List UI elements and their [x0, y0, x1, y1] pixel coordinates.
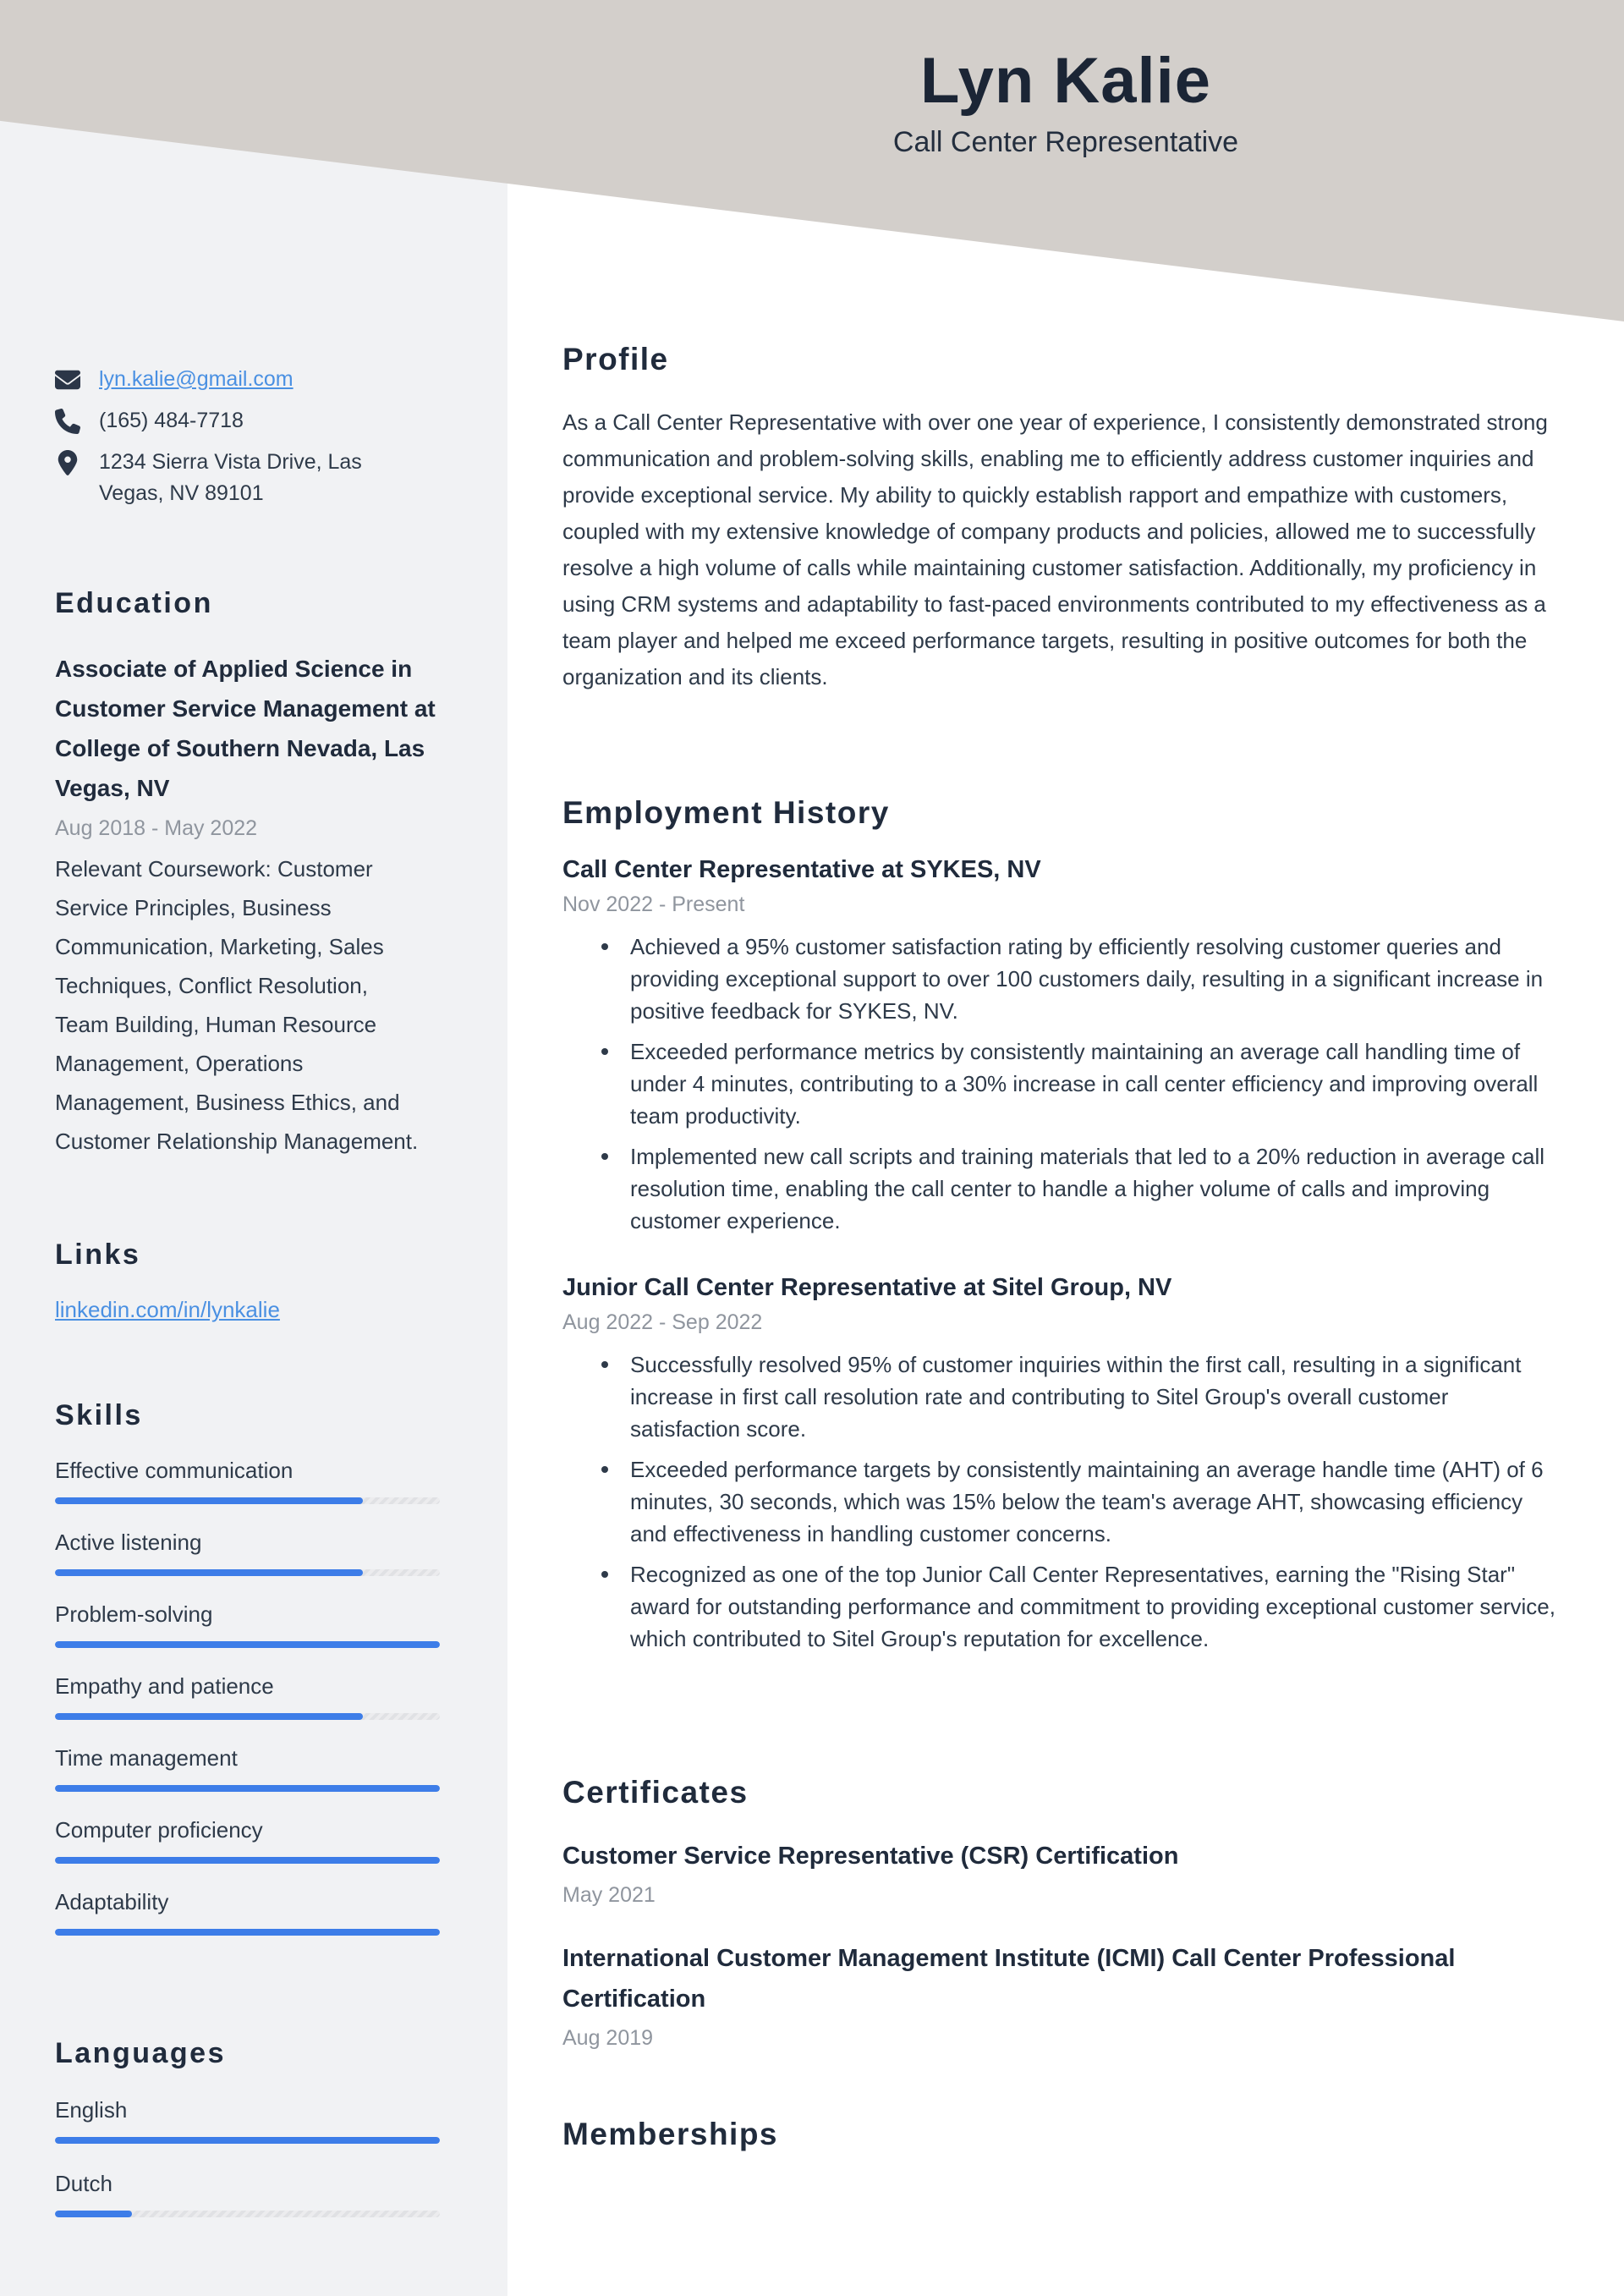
contact-section [55, 364, 440, 509]
memberships-heading: Memberships [562, 2117, 779, 2151]
skill-bar-fill [55, 1641, 440, 1648]
certificate-title: Customer Service Representative (CSR) Certification [562, 1843, 1179, 1870]
phone-icon [55, 409, 80, 434]
skill-label: Problem-solving [55, 1601, 213, 1627]
contact-row-email [55, 364, 440, 395]
skill-label: Adaptability [55, 1889, 169, 1914]
job-dates: Nov 2022 - Present [562, 893, 745, 916]
job-entry [562, 1274, 1575, 1655]
skill-bar [55, 1641, 440, 1648]
language-bar-fill [55, 2211, 132, 2217]
envelope-icon [55, 367, 80, 393]
skill-label: Effective communication [55, 1458, 294, 1483]
memberships-section [562, 2117, 1575, 2152]
education-section [55, 587, 440, 1161]
certificates-heading: Certificates [562, 1775, 749, 1810]
skill-bar [55, 1857, 440, 1864]
skill-item [55, 1458, 440, 1504]
header [508, 44, 1624, 159]
skill-bar [55, 1713, 440, 1720]
skill-item [55, 1530, 440, 1576]
certificates-section [562, 1775, 1575, 2051]
certificate-entry [562, 1938, 1575, 2051]
phone-number: (165) 484-7718 [99, 409, 244, 432]
person-job-title: Call Center Representative [892, 126, 1239, 158]
education-heading: Education [55, 587, 213, 619]
language-bar [55, 2137, 440, 2144]
linkedin-link[interactable]: linkedin.com/in/lynkalie [55, 1297, 280, 1322]
certificate-entry [562, 1836, 1575, 1908]
degree-title: Associate of Applied Science in Customer Service Management at College of Southern Nevada, Las Vegas, NV [55, 656, 436, 801]
links-section [55, 1239, 440, 1323]
education-dates: Aug 2018 - May 2022 [55, 816, 258, 840]
languages-heading: Languages [55, 2037, 226, 2069]
language-bar-fill [55, 2137, 440, 2144]
job-bullet: Implemented new call scripts and training materials that led to a 20% reduction in average call resolution time, enabling the call center to handle a higher volume of calls and improving customer experience. [562, 1140, 1561, 1237]
job-title: Junior Call Center Representative at Sitel Group, NV [562, 1274, 1172, 1301]
skill-item [55, 1745, 440, 1792]
skill-bar [55, 1785, 440, 1792]
skill-bar-fill [55, 1929, 440, 1936]
language-label: Dutch [55, 2171, 112, 2196]
skill-label: Active listening [55, 1530, 202, 1555]
certificate-title: International Customer Management Institute (ICMI) Call Center Professional Certification [562, 1945, 1456, 2013]
sidebar [0, 0, 508, 2296]
skill-item [55, 1889, 440, 1936]
profile-text: As a Call Center Representative with over one year of experience, I consistently demonstrated strong communication and problem-solving skills, enabling me to efficiently address customer inquiries and provide exceptional service. My ability to quickly establish rapport and empathize with customers, coupled with my extensive knowledge of company products and policies, allowed me to successfully resolve a high volume of calls while maintaining customer satisfaction. Additionally, my proficiency in using CRM systems and adaptability to fast-paced environments contributed to my effectiveness as a team player and helped me exceed performance targets, resulting in positive outcomes for both the organization and its clients. [562, 409, 1548, 689]
languages-section [55, 2037, 440, 2217]
job-entry [562, 856, 1575, 1237]
job-dates: Aug 2022 - Sep 2022 [562, 1310, 763, 1334]
skill-bar-fill [55, 1569, 363, 1576]
skills-section [55, 1399, 440, 1936]
skill-item [55, 1601, 440, 1648]
job-bullet: Successfully resolved 95% of customer inquiries within the first call, resulting in a significant increase in first call resolution rate and contributing to Sitel Group's overall customer satisfaction score. [562, 1348, 1561, 1445]
skill-bar-fill [55, 1785, 440, 1792]
certificate-date: May 2021 [562, 1883, 656, 1907]
contact-row-phone [55, 405, 440, 437]
contact-row-address [55, 447, 440, 509]
job-bullet-list [562, 1348, 1561, 1655]
location-icon [55, 450, 80, 475]
job-title: Call Center Representative at SYKES, NV [562, 856, 1041, 883]
main-column [508, 0, 1624, 2152]
certificate-date: Aug 2019 [562, 2026, 654, 2050]
language-item [55, 2097, 440, 2144]
job-bullet: Exceeded performance metrics by consistently maintaining an average call handling time of under 4 minutes, contributing to a 30% increase in call center efficiency and improving overall team productivity. [562, 1035, 1561, 1132]
address-text: 1234 Sierra Vista Drive, Las Vegas, NV 89101 [99, 450, 362, 505]
skill-bar [55, 1497, 440, 1504]
language-item [55, 2171, 440, 2217]
language-bar [55, 2211, 440, 2217]
skill-bar-fill [55, 1497, 363, 1504]
job-bullet-list [562, 931, 1561, 1237]
job-bullet: Recognized as one of the top Junior Call Center Representatives, earning the "Rising Star" award for outstanding performance and commitment to providing exceptional customer service, which contributed to Sitel Group's reputation for excellence. [562, 1558, 1561, 1655]
person-name: Lyn Kalie [919, 45, 1212, 117]
skill-label: Time management [55, 1745, 238, 1771]
employment-section [562, 795, 1575, 1655]
skill-label: Empathy and patience [55, 1673, 274, 1699]
job-bullet: Exceeded performance targets by consistently maintaining an average handle time (AHT) of 6 minutes, 30 seconds, which was 15% below the team's average AHT, showcasing efficiency and effectiveness in handling customer concerns. [562, 1453, 1561, 1550]
skill-item [55, 1673, 440, 1720]
employment-heading: Employment History [562, 795, 890, 830]
email-link[interactable]: lyn.kalie@gmail.com [99, 367, 294, 391]
skill-bar [55, 1929, 440, 1936]
skill-bar-fill [55, 1857, 440, 1864]
skill-item [55, 1817, 440, 1864]
profile-section [562, 342, 1575, 695]
links-heading: Links [55, 1239, 141, 1271]
job-bullet: Achieved a 95% customer satisfaction rating by efficiently resolving customer queries and providing exceptional support to over 100 customers daily, resulting in a significant increase in positive feedback for SYKES, NV. [562, 931, 1561, 1027]
skill-label: Computer proficiency [55, 1817, 263, 1843]
profile-heading: Profile [562, 342, 669, 376]
skill-bar [55, 1569, 440, 1576]
language-label: English [55, 2097, 128, 2123]
education-description: Relevant Coursework: Customer Service Principles, Business Communication, Marketing, Sales Techniques, Conflict Resolution, Team Building, Human Resource Management, Operations Management, Business Ethics, and Customer Relationship Management. [55, 856, 419, 1154]
skills-heading: Skills [55, 1399, 143, 1431]
skill-bar-fill [55, 1713, 363, 1720]
